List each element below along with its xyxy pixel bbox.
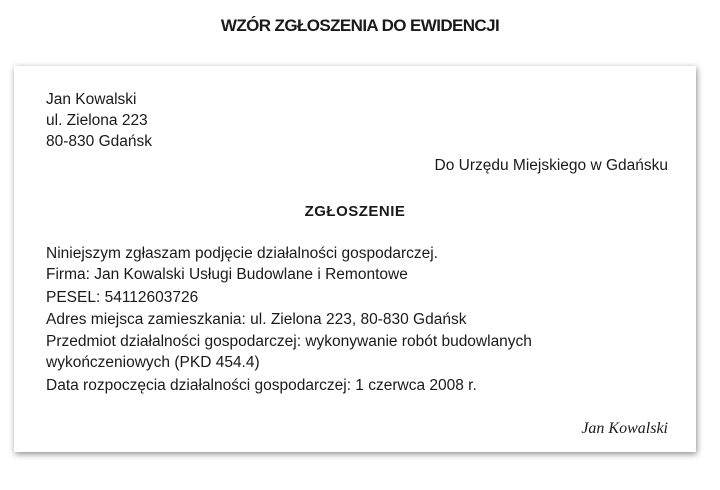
body-intro: Niniejszym zgłaszam podjęcie działalności gospodarczej.	[46, 245, 438, 262]
body-pesel: PESEL: 54112603726	[46, 289, 199, 306]
page-heading: WZÓR ZGŁOSZENIA DO EWIDENCJI	[220, 16, 500, 35]
sender-city: 80-830 Gdańsk	[46, 133, 152, 150]
body-address: Adres miejsca zamieszkania: ul. Zielona 223, 80-830 Gdańsk	[46, 311, 467, 328]
body-start-date: Data rozpoczęcia działalności gospodarczej: 1 czerwca 2008 r.	[46, 377, 477, 394]
sender-street: ul. Zielona 223	[46, 112, 148, 129]
body-subject-line2: wykończeniowych (PKD 454.4)	[46, 354, 260, 371]
body-subject-line1: Przedmiot działalności gospodarczej: wykonywanie robót budowlanych	[46, 333, 532, 350]
body-firm: Firma: Jan Kowalski Usługi Budowlane i Remontowe	[46, 266, 408, 283]
document-card	[14, 66, 696, 452]
signature: Jan Kowalski	[581, 420, 668, 437]
sender-name: Jan Kowalski	[46, 91, 137, 108]
document-title: ZGŁOSZENIE	[304, 203, 406, 220]
addressee: Do Urzędu Miejskiego w Gdańsku	[434, 157, 668, 174]
